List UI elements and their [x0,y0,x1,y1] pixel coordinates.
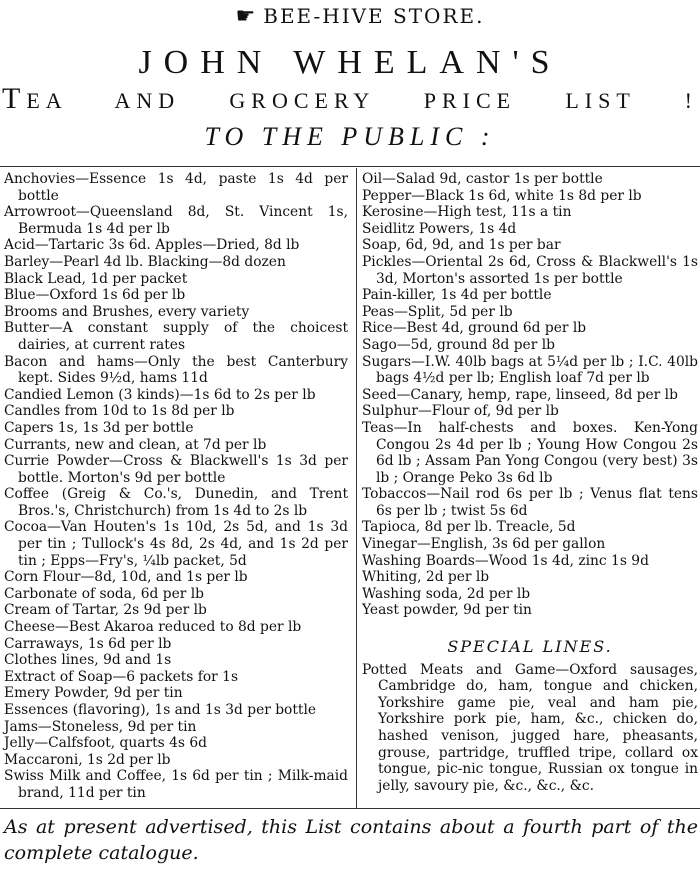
price-entry: Emery Powder, 9d per tin [4,685,183,702]
price-entry: Yeast powder, 9d per tin [362,602,532,619]
top-divider [0,166,700,167]
footer-note: As at present advertised, this List contains about a fourth part of the complete catalogue. [4,816,698,864]
price-entry: Corn Flour—8d, 10d, and 1s per lb [4,569,248,586]
price-entry: Bacon and hams—Only the best Canterbury kept. Sides 9½d, hams 11d [4,353,348,387]
price-entry: Teas—In half-chests and boxes. Ken-Yong Congou 2s 4d per lb ; Young How Congou 2s 6d lb ; Assam Pan Yong Congou (very best) 3s lb ; Orange Peko 3s 6d lb [362,419,698,486]
price-entry: Carraways, 1s 6d per lb [4,635,172,652]
price-entry: Clothes lines, 9d and 1s [4,652,172,669]
price-entry: Rice—Best 4d, ground 6d per lb [362,320,587,337]
price-entry: Cream of Tartar, 2s 9d per lb [4,602,207,619]
price-entry: Oil—Salad 9d, castor 1s per bottle [362,171,603,187]
price-entry: Pickles—Oriental 2s 6d, Cross & Blackwell's 1s 3d, Morton's assorted 1s per bottle [362,253,698,287]
price-entry: Coffee (Greig & Co.'s, Dunedin, and Trent Bros.'s, Christchurch) from 1s 4d to 2s lb [4,486,348,519]
price-entry: Acid—Tartaric 3s 6d. Apples—Dried, 8d lb [4,237,300,254]
price-entry: Whiting, 2d per lb [362,569,490,586]
price-entry: Anchovies—Essence 1s 4d, paste 1s 4d per bottle [4,171,348,204]
price-entry: Capers 1s, 1s 3d per bottle [4,419,194,436]
price-entry: Sago—5d, ground 8d per lb [362,336,555,353]
price-entry: Candied Lemon (3 kinds)—1s 6d to 2s per lb [4,386,316,403]
price-entry: Brooms and Brushes, every variety [4,303,250,320]
price-entry: Sugars—I.W. 40lb bags at 5¼d per lb ; I.C. 40lb bags 4½d per lb; English loaf 7d per lb [362,353,698,387]
proprietor-name: JOHN WHELAN'S [138,44,562,81]
price-entry: Peas—Split, 5d per lb [362,303,513,320]
price-entry: Essences (flavoring), 1s and 1s 3d per bottle [4,702,317,718]
price-entry: Vinegar—English, 3s 6d per gallon [362,536,606,553]
price-entry: Pain-killer, 1s 4d per bottle [362,287,552,304]
special-lines-text: Potted Meats and Game—Oxford sausages, Cambridge do, ham, tongue and chicken, Yorkshire game pie, veal and ham pie, Yorkshire pork pie, ham, &c., chicken do, hashed venison, jugged hare, pheasants, grouse, partridge, truffled tripe, collard ox tongue, pic-nic tongue, Russian ox tongue in jelly, savoury pie, &c., &c., &c. [362,661,698,794]
price-entry: Extract of Soap—6 packets for 1s [4,668,239,685]
column-divider [356,168,357,808]
bottom-divider [0,808,700,809]
price-entry: Maccaroni, 1s 2d per lb [4,751,171,768]
price-entry: Black Lead, 1d per packet [4,270,188,287]
price-entry: Kerosine—High test, 11s a tin [362,204,572,221]
title-initial: T [2,82,27,115]
price-entry: Swiss Milk and Coffee, 1s 6d per tin ; Milk-maid brand, 11d per tin [4,768,348,801]
price-entry: Butter—A constant supply of the choicest dairies, at current rates [4,320,348,353]
price-entry: Tapioca, 8d per lb. Treacle, 5d [362,519,576,536]
right-column-entries [362,171,698,619]
price-entry: Sulphur—Flour of, 9d per lb [362,403,559,420]
price-list-title [2,82,698,116]
price-entry: Blue—Oxford 1s 6d per lb [4,287,186,304]
price-entry: Tobaccos—Nail rod 6s per lb ; Venus flat tens 6s per lb ; twist 5s 6d [362,486,698,519]
title-rest: EA AND GROCERY PRICE LIST ! [26,88,698,113]
price-entry: Arrowroot—Queensland 8d, St. Vincent 1s, Bermuda 1s 4d per lb [4,204,348,237]
price-entry: Soap, 6d, 9d, and 1s per bar [362,237,561,254]
price-entry: Jelly—Calfsfoot, quarts 4s 6d [4,735,207,752]
price-entry: Cocoa—Van Houten's 1s 10d, 2s 5d, and 1s 3d per tin ; Tullock's 4s 8d, 2s 4d, and 1s 2d per tin ; Epps—Fry's, ¼lb packet, 5d [4,519,348,569]
price-entry: Washing Boards—Wood 1s 4d, zinc 1s 9d [362,552,649,569]
store-name: BEE-HIVE STORE. [263,4,485,28]
price-entry: Seidlitz Powers, 1s 4d [362,220,517,237]
left-column [4,171,348,802]
price-entry: Carbonate of soda, 6d per lb [4,585,204,602]
pointing-hand-icon: ☛ [235,4,258,29]
price-entry: Washing soda, 2d per lb [362,585,531,602]
price-entry: Candles from 10d to 1s 8d per lb [4,403,235,420]
price-entry: Seed—Canary, hemp, rape, linseed, 8d per lb [362,386,678,403]
price-entry: Currants, new and clean, at 7d per lb [4,436,267,453]
price-entry: Currie Powder—Cross & Blackwell's 1s 3d per bottle. Morton's 9d per bottle [4,453,348,486]
price-entry: Jams—Stoneless, 9d per tin [4,718,197,735]
store-name-line [20,4,700,29]
price-entry: Cheese—Best Akaroa reduced to 8d per lb [4,619,302,636]
right-column [362,171,698,794]
price-entry: Barley—Pearl 4d lb. Blacking—8d dozen [4,253,286,270]
special-lines-heading: SPECIAL LINES. [447,637,613,657]
address-line: TO THE PUBLIC : [204,122,496,151]
price-entry: Pepper—Black 1s 6d, white 1s 8d per lb [362,187,642,204]
